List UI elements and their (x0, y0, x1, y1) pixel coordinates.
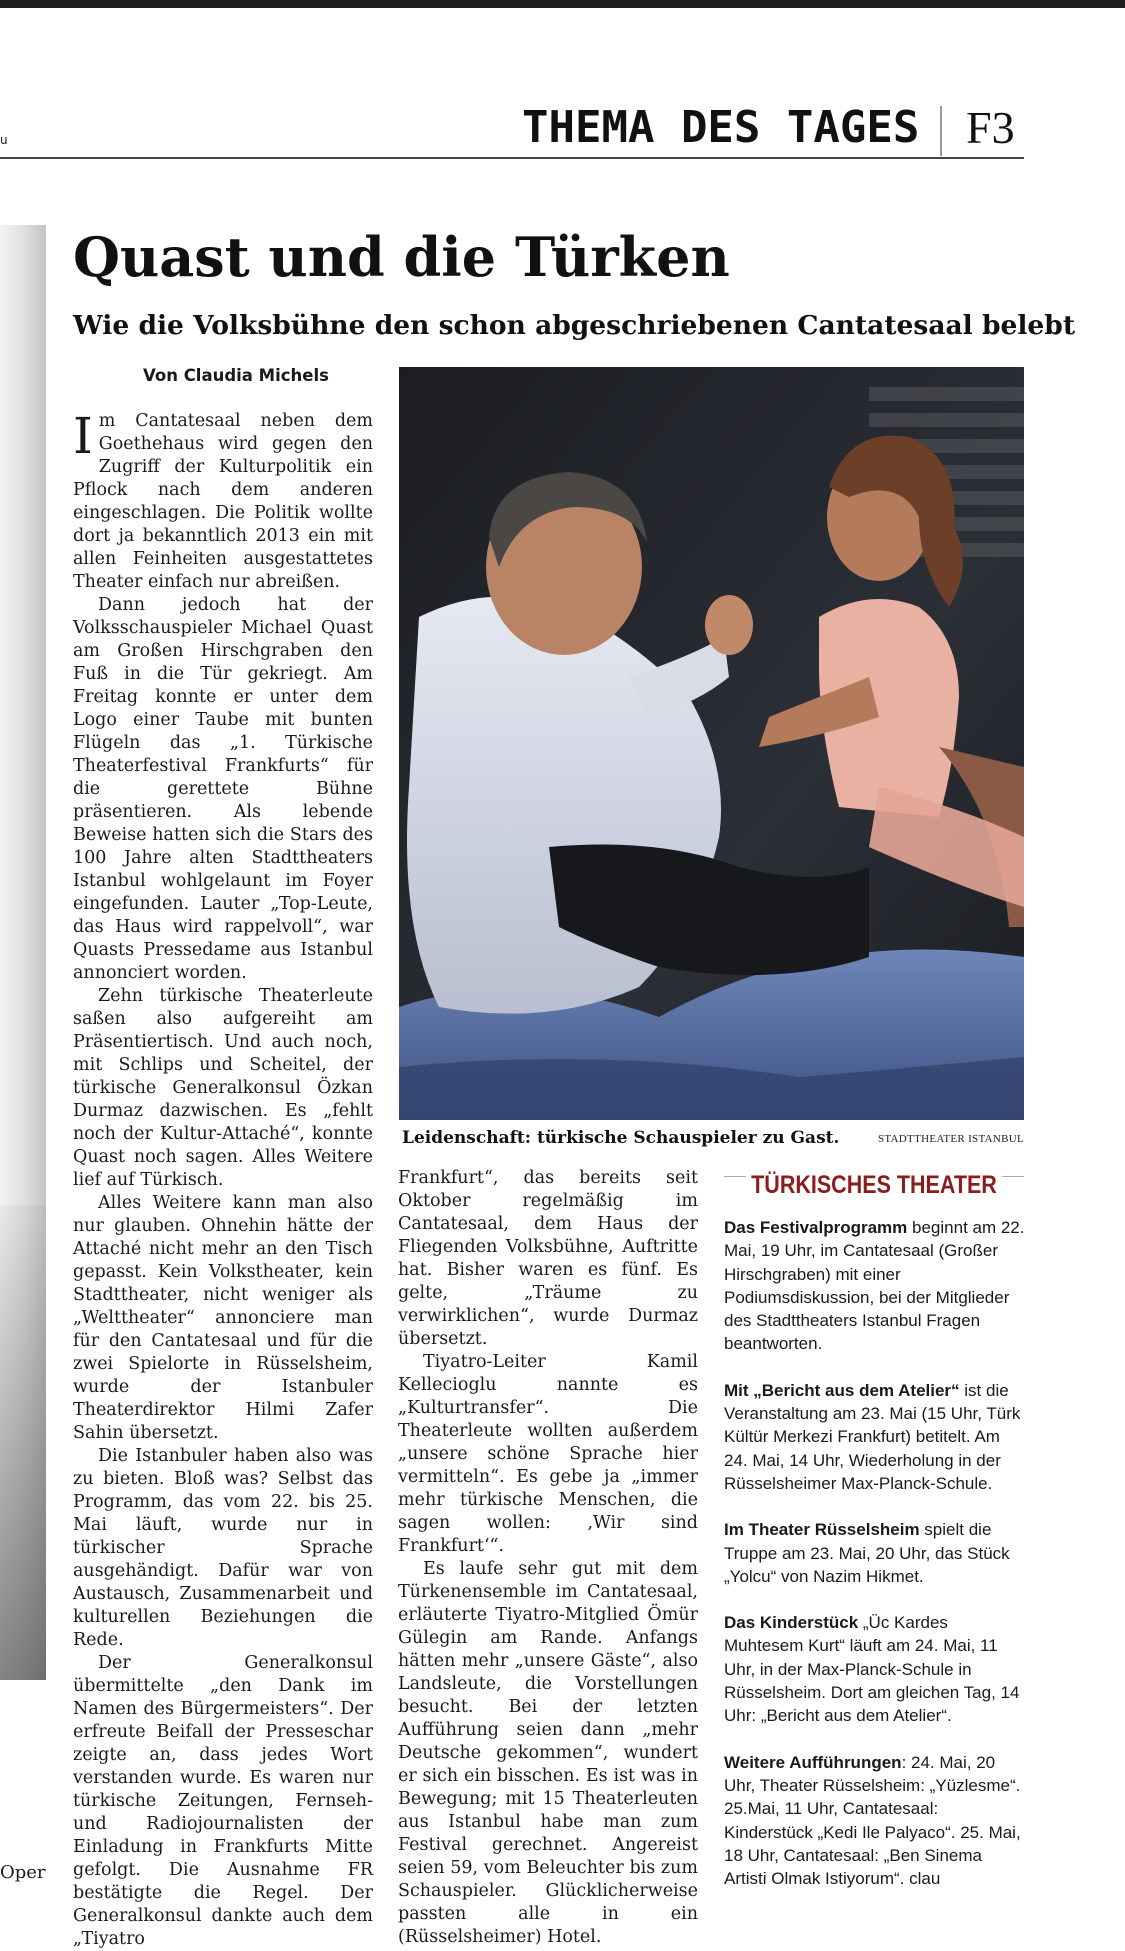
footer-fragment: Oper (0, 1862, 46, 1883)
article-column-2 (398, 1167, 698, 1949)
sidebar-info-box (724, 1216, 1028, 1913)
left-margin-mark: u (0, 133, 8, 147)
sidebar-item: Das Festivalprogramm beginnt am 22. Mai, 19 Uhr, im Cantatesaal (Großer Hirschgraben) mit einer Podiumsdiskussion, bei der Mitglieder des Stadttheaters Istanbul Fragen beantworten. (724, 1218, 1025, 1354)
section-title: THEMA DES TAGES (522, 102, 920, 153)
sidebar-title: TÜRKISCHES THEATER (751, 1171, 997, 1199)
paragraph: Der Generalkonsul übermittelte „den Dank im Namen des Bürgermeisters“. Der erfreute Beifall der Presseschar zeigte an, dass jedes Wort verstanden wurde. Es waren nur türkische Zeitungen, Fernseh- und Radiojournalisten der Einladung in Frankfurts Mitte gefolgt. Die Ausnahme FR bestätigte die Regel. Der Generalkonsul dankte auch dem „Tiyatro (73, 1653, 373, 1949)
paragraph: Zehn türkische Theaterleute saßen also aufgereiht am Präsentiertisch. Und auch noch, mit Schlips und Scheitel, der türkische Generalkonsul Özkan Durmaz dazwischen. Es „fehlt noch der Kultur-Attaché“, konnte Quast noch sagen. Alles Weitere lief auf Türkisch. (73, 986, 373, 1190)
sidebar-rule-right (1002, 1176, 1024, 1177)
article-column-1 (73, 407, 373, 1951)
byline: Von Claudia Michels (143, 366, 329, 385)
subheadline: Wie die Volksbühne den schon abgeschriebenen Cantatesaal belebt (73, 310, 1076, 341)
sidebar-item: Im Theater Rüsselsheim spielt die Truppe am 23. Mai, 20 Uhr, das Stück „Yolcu“ von Nazim Hikmet. (724, 1520, 1010, 1586)
headline: Quast und die Türken (73, 225, 730, 289)
paragraph: Es laufe sehr gut mit dem Türkenensemble im Cantatesaal, erläuterte Tiyatro-Mitglied Ömür Gülegin am Rande. Anfangs hätten mehr „unsere Gäste“, also Landsleute, die Vorstellungen besucht. Bei der letzten Aufführung seien dann „mehr Deutsche gekommen“, wundert er sich ein bisschen. Es ist was in Bewegung; mit 15 Theaterleuten aus Istanbul habe man zum Festival gerechnet. Angereist seien 59, vom Beleuchter bis zum Schauspieler. Glücklicherweise passten alle in ein (Rüsselsheimer) Hotel. (398, 1559, 698, 1947)
adjacent-photo-edge (0, 225, 46, 1680)
paragraph: Alles Weitere kann man also nur glauben. Ohnehin hätte der Attaché nicht mehr an den Tisch gepasst. Kein Volkstheater, kein Stadttheater, nicht weniger als „Welttheater“ annonciere man für den Cantatesaal und für die zwei Spielorte in Rüsselsheim, wurde der Istanbuler Theaterdirektor Hilmi Zafer Sahin übersetzt. (73, 1193, 373, 1443)
paragraph: Frankfurt“, das bereits seit Oktober regelmäßig im Cantatesaal, dem Haus der Fliegenden Volksbühne, Auftritte hat. Bisher waren es fünf. Es gelte, „Träume zu verwirklichen“, wurde Durmaz übersetzt. (398, 1168, 698, 1349)
drop-cap: I (73, 407, 93, 465)
paragraph: Tiyatro-Leiter Kamil Kellecioglu nannte es „Kulturtransfer“. Die Theaterleute wollten außerdem „unsere schöne Sprache hier vermitteln“. Es gebe ja „immer mehr türkische Menschen, die sagen wollen: ‚Wir sind Frankfurt‘“. (398, 1352, 698, 1556)
paragraph: Die Istanbuler haben also was zu bieten. Bloß was? Selbst das Programm, das vom 22. bis 25. Mai läuft, wurde nur in türkischer Sprache ausgehändigt. Dafür war von Austausch, Zusammenarbeit und kulturellen Beziehungen die Rede. (73, 1446, 373, 1650)
header-rule (0, 157, 1024, 159)
theater-photo (399, 367, 1024, 1120)
sidebar-item: Das Kinderstück „Üc Kardes Muhtesem Kurt“ läuft am 24. Mai, 11 Uhr, in der Max-Planck-Schule in Rüsselsheim. Dort am gleichen Tag, 14 Uhr: „Bericht aus dem Atelier“. (724, 1613, 1020, 1726)
section-separator (940, 106, 942, 156)
photo-caption: Leidenschaft: türkische Schauspieler zu Gast. (402, 1128, 840, 1148)
paragraph: Im Cantatesaal neben dem Goethehaus wird gegen den Zugriff der Kulturpolitik ein Pflock nach dem anderen eingeschlagen. Die Politik wollte dort ja bekanntlich 2013 ein mit allen Feinheiten ausgestattetes Theater einfach nur abreißen. (73, 407, 373, 592)
page-number: F3 (966, 102, 1015, 153)
sidebar-item: Mit „Bericht aus dem Atelier“ ist die Veranstaltung am 23. Mai (15 Uhr, Türk Kültür Merkezi Frankfurt) betitelt. Am 24. Mai, 14 Uhr, Wiederholung in der Rüsselsheimer Max-Planck-Schule. (724, 1380, 1021, 1493)
sidebar-item: Weitere Aufführungen: 24. Mai, 20 Uhr, Theater Rüsselsheim: „Yüzlesme“. 25.Mai, 11 Uhr, Cantatesaal: Kinderstück „Kedi Ile Palyaco“. 25. Mai, 18 Uhr, Cantatesaal: „Ben Sinema Artisti Olmak Istiyorum“. clau (724, 1752, 1021, 1889)
photo-credit: STADTTHEATER ISTANBUL (878, 1133, 1025, 1145)
top-border (0, 0, 1125, 8)
paragraph: Dann jedoch hat der Volksschauspieler Michael Quast am Großen Hirschgraben den Fuß in die Tür gekriegt. Am Freitag konnte er unter dem Logo einer Taube mit bunten Flügeln das „1. Türkische Theaterfestival Frankfurts“ für die gerettete Bühne präsentieren. Als lebende Beweise hatten sich die Stars des 100 Jahre alten Stadttheaters Istanbul wohlgelaunt im Foyer eingefunden. Lauter „Top-Leute, das Haus wird rappelvoll“, war Quasts Pressedame aus Istanbul annonciert worden. (73, 595, 373, 983)
sidebar-rule-left (724, 1176, 746, 1177)
